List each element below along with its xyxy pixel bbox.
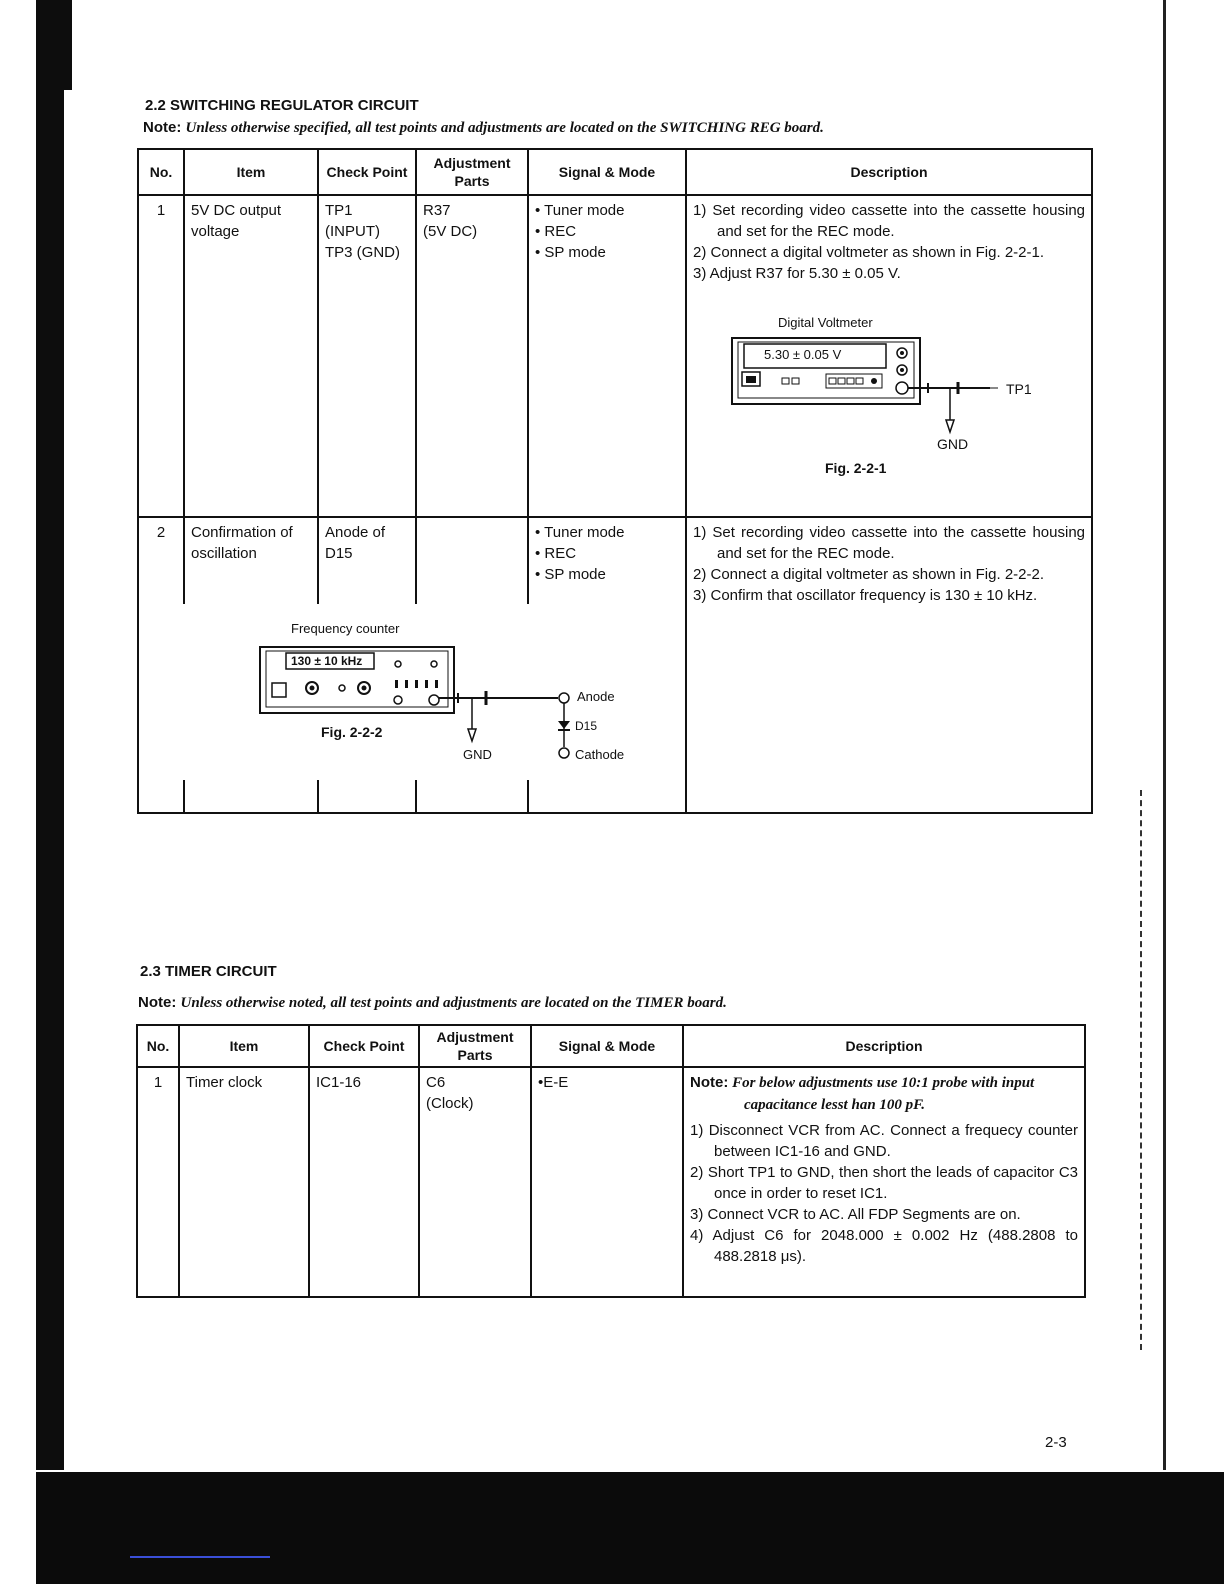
signal-item: • SP mode: [535, 566, 606, 583]
freq-anode-label: Anode: [577, 689, 615, 704]
row-description: [683, 1067, 1085, 1297]
scan-edge-bottom: [36, 1472, 1224, 1584]
header-no: No.: [137, 1025, 179, 1067]
knob-icon: [900, 368, 904, 372]
freq-d15-label: D15: [575, 719, 598, 733]
switch-icon: [405, 680, 408, 688]
row-check-point: [309, 1067, 419, 1297]
row-description: [686, 517, 1092, 813]
step-item: 3) Confirm that oscillator frequency is 130 ± 10 kHz.: [693, 587, 1038, 604]
section-22-note-text: Unless otherwise specified, all test points and adjustments are located on the SWITCHING REG board.: [185, 120, 824, 136]
row-signal: [531, 1067, 683, 1297]
description-note: [690, 1072, 1078, 1116]
scan-edge-right-marks: [1140, 790, 1146, 1350]
scan-artifact-line: [130, 1556, 270, 1558]
dial-icon: [310, 686, 315, 691]
voltmeter-gnd-label: GND: [937, 436, 969, 452]
freq-counter-display-text: 130 ± 10 kHz: [291, 654, 363, 668]
cathode-terminal-icon: [559, 748, 569, 758]
signal-item: • Tuner mode: [535, 524, 625, 541]
switch-icon: [395, 680, 398, 688]
header-description: Description: [683, 1025, 1085, 1067]
step-item: 1) Set recording video cassette into the cassette housing and set for the REC mode.: [693, 524, 1085, 562]
step-item: 2) Short TP1 to GND, then short the leads of capacitor C3 once in order to reset IC1.: [690, 1164, 1078, 1202]
description-note-text: For below adjustments use 10:1 probe with input capacitance lesst han 100 pF.: [732, 1075, 1035, 1113]
anode-terminal-icon: [559, 693, 569, 703]
check-point-line: D15: [325, 545, 353, 562]
section-23-note-label: Note:: [138, 994, 177, 1011]
scan-edge-left: [36, 0, 64, 1470]
table-row: [137, 1067, 1085, 1297]
check-point-line: (INPUT): [325, 223, 380, 240]
step-item: 2) Connect a digital voltmeter as shown in Fig. 2-2-2.: [693, 566, 1044, 583]
header-signal-mode: Signal & Mode: [531, 1025, 683, 1067]
voltmeter-tp1-label: TP1: [1006, 381, 1032, 397]
header-description: Description: [686, 149, 1092, 195]
row-item: 5V DC output voltage: [184, 195, 318, 517]
adjustment-line: R37: [423, 202, 451, 219]
header-adjustment-parts: Adjustment Parts: [419, 1025, 531, 1067]
signal-item: • SP mode: [535, 244, 606, 261]
table-header-row: [137, 1025, 1085, 1067]
step-item: 1) Set recording video cassette into the cassette housing and set for the REC mode.: [693, 202, 1085, 240]
header-item: Item: [179, 1025, 309, 1067]
section-22-title: 2.2 SWITCHING REGULATOR CIRCUIT: [145, 97, 419, 114]
check-point-line: IC1-16: [316, 1074, 362, 1091]
description-note-label: Note:: [690, 1074, 729, 1091]
scan-edge-right: [1163, 0, 1166, 1470]
voltmeter-display-text: 5.30 ± 0.05 V: [764, 347, 842, 362]
fig-2-2-1-caption: Fig. 2-2-1: [825, 460, 887, 476]
power-switch-icon: [746, 376, 756, 383]
row-adjustment: [419, 1067, 531, 1297]
row-item: Confirmation of oscillation: [184, 517, 318, 813]
switch-icon: [435, 680, 438, 688]
section-22-note: [143, 119, 824, 137]
adjustment-line: C6: [426, 1074, 446, 1091]
section-23-note-text: Unless otherwise noted, all test points and adjustments are located on the TIMER board.: [180, 995, 727, 1011]
section-23-note: [138, 994, 727, 1012]
step-item: 4) Adjust C6 for 2048.000 ± 0.002 Hz (488.2808 to 488.2818 μs).: [690, 1227, 1078, 1265]
freq-counter-title: Frequency counter: [291, 621, 400, 636]
freq-cathode-label: Cathode: [575, 747, 625, 762]
dial-icon: [362, 686, 367, 691]
switch-icon: [415, 680, 418, 688]
header-check-point: Check Point: [309, 1025, 419, 1067]
header-item: Item: [184, 149, 318, 195]
row-adjustment: [416, 195, 528, 517]
step-item: 2) Connect a digital voltmeter as shown in Fig. 2-2-1.: [693, 244, 1044, 261]
step-item: 1) Disconnect VCR from AC. Connect a frequecy counter between IC1-16 and GND.: [690, 1122, 1078, 1160]
check-point-line: TP1: [325, 202, 353, 219]
knob-icon: [900, 351, 904, 355]
row-item: Timer clock: [179, 1067, 309, 1297]
header-signal-mode: Signal & Mode: [528, 149, 686, 195]
fig-2-2-2-caption: Fig. 2-2-2: [321, 724, 383, 740]
adjustment-line: (Clock): [426, 1095, 474, 1112]
indicator-icon: [871, 378, 877, 384]
signal-item: • Tuner mode: [535, 202, 625, 219]
page-number: 2-3: [1045, 1434, 1067, 1451]
gnd-clip-icon: [468, 729, 476, 741]
gnd-clip-icon: [946, 420, 954, 432]
check-point-line: Anode of: [325, 524, 386, 541]
row-no: 2: [138, 517, 184, 813]
scan-edge-left-top: [52, 0, 72, 90]
signal-item: •E-E: [538, 1074, 569, 1091]
header-adjustment-parts: Adjustment Parts: [416, 149, 528, 195]
diode-icon: [558, 721, 570, 729]
check-point-line: TP3 (GND): [325, 244, 400, 261]
power-switch-icon: [272, 683, 286, 697]
header-check-point: Check Point: [318, 149, 416, 195]
section-23-table: [136, 1024, 1086, 1298]
switch-icon: [425, 680, 428, 688]
signal-item: • REC: [535, 545, 577, 562]
row-no: 1: [138, 195, 184, 517]
freq-gnd-label: GND: [463, 747, 492, 762]
voltmeter-title: Digital Voltmeter: [778, 315, 873, 330]
header-no: No.: [138, 149, 184, 195]
step-item: 3) Connect VCR to AC. All FDP Segments are on.: [690, 1206, 1021, 1223]
row-check-point: [318, 195, 416, 517]
adjustment-line: (5V DC): [423, 223, 478, 240]
step-item: 3) Adjust R37 for 5.30 ± 0.05 V.: [693, 265, 901, 282]
table-header-row: [138, 149, 1092, 195]
row-signal: [528, 195, 686, 517]
section-23-title: 2.3 TIMER CIRCUIT: [140, 963, 277, 980]
row-no: 1: [137, 1067, 179, 1297]
section-22-note-label: Note:: [143, 119, 182, 136]
signal-item: • REC: [535, 223, 577, 240]
